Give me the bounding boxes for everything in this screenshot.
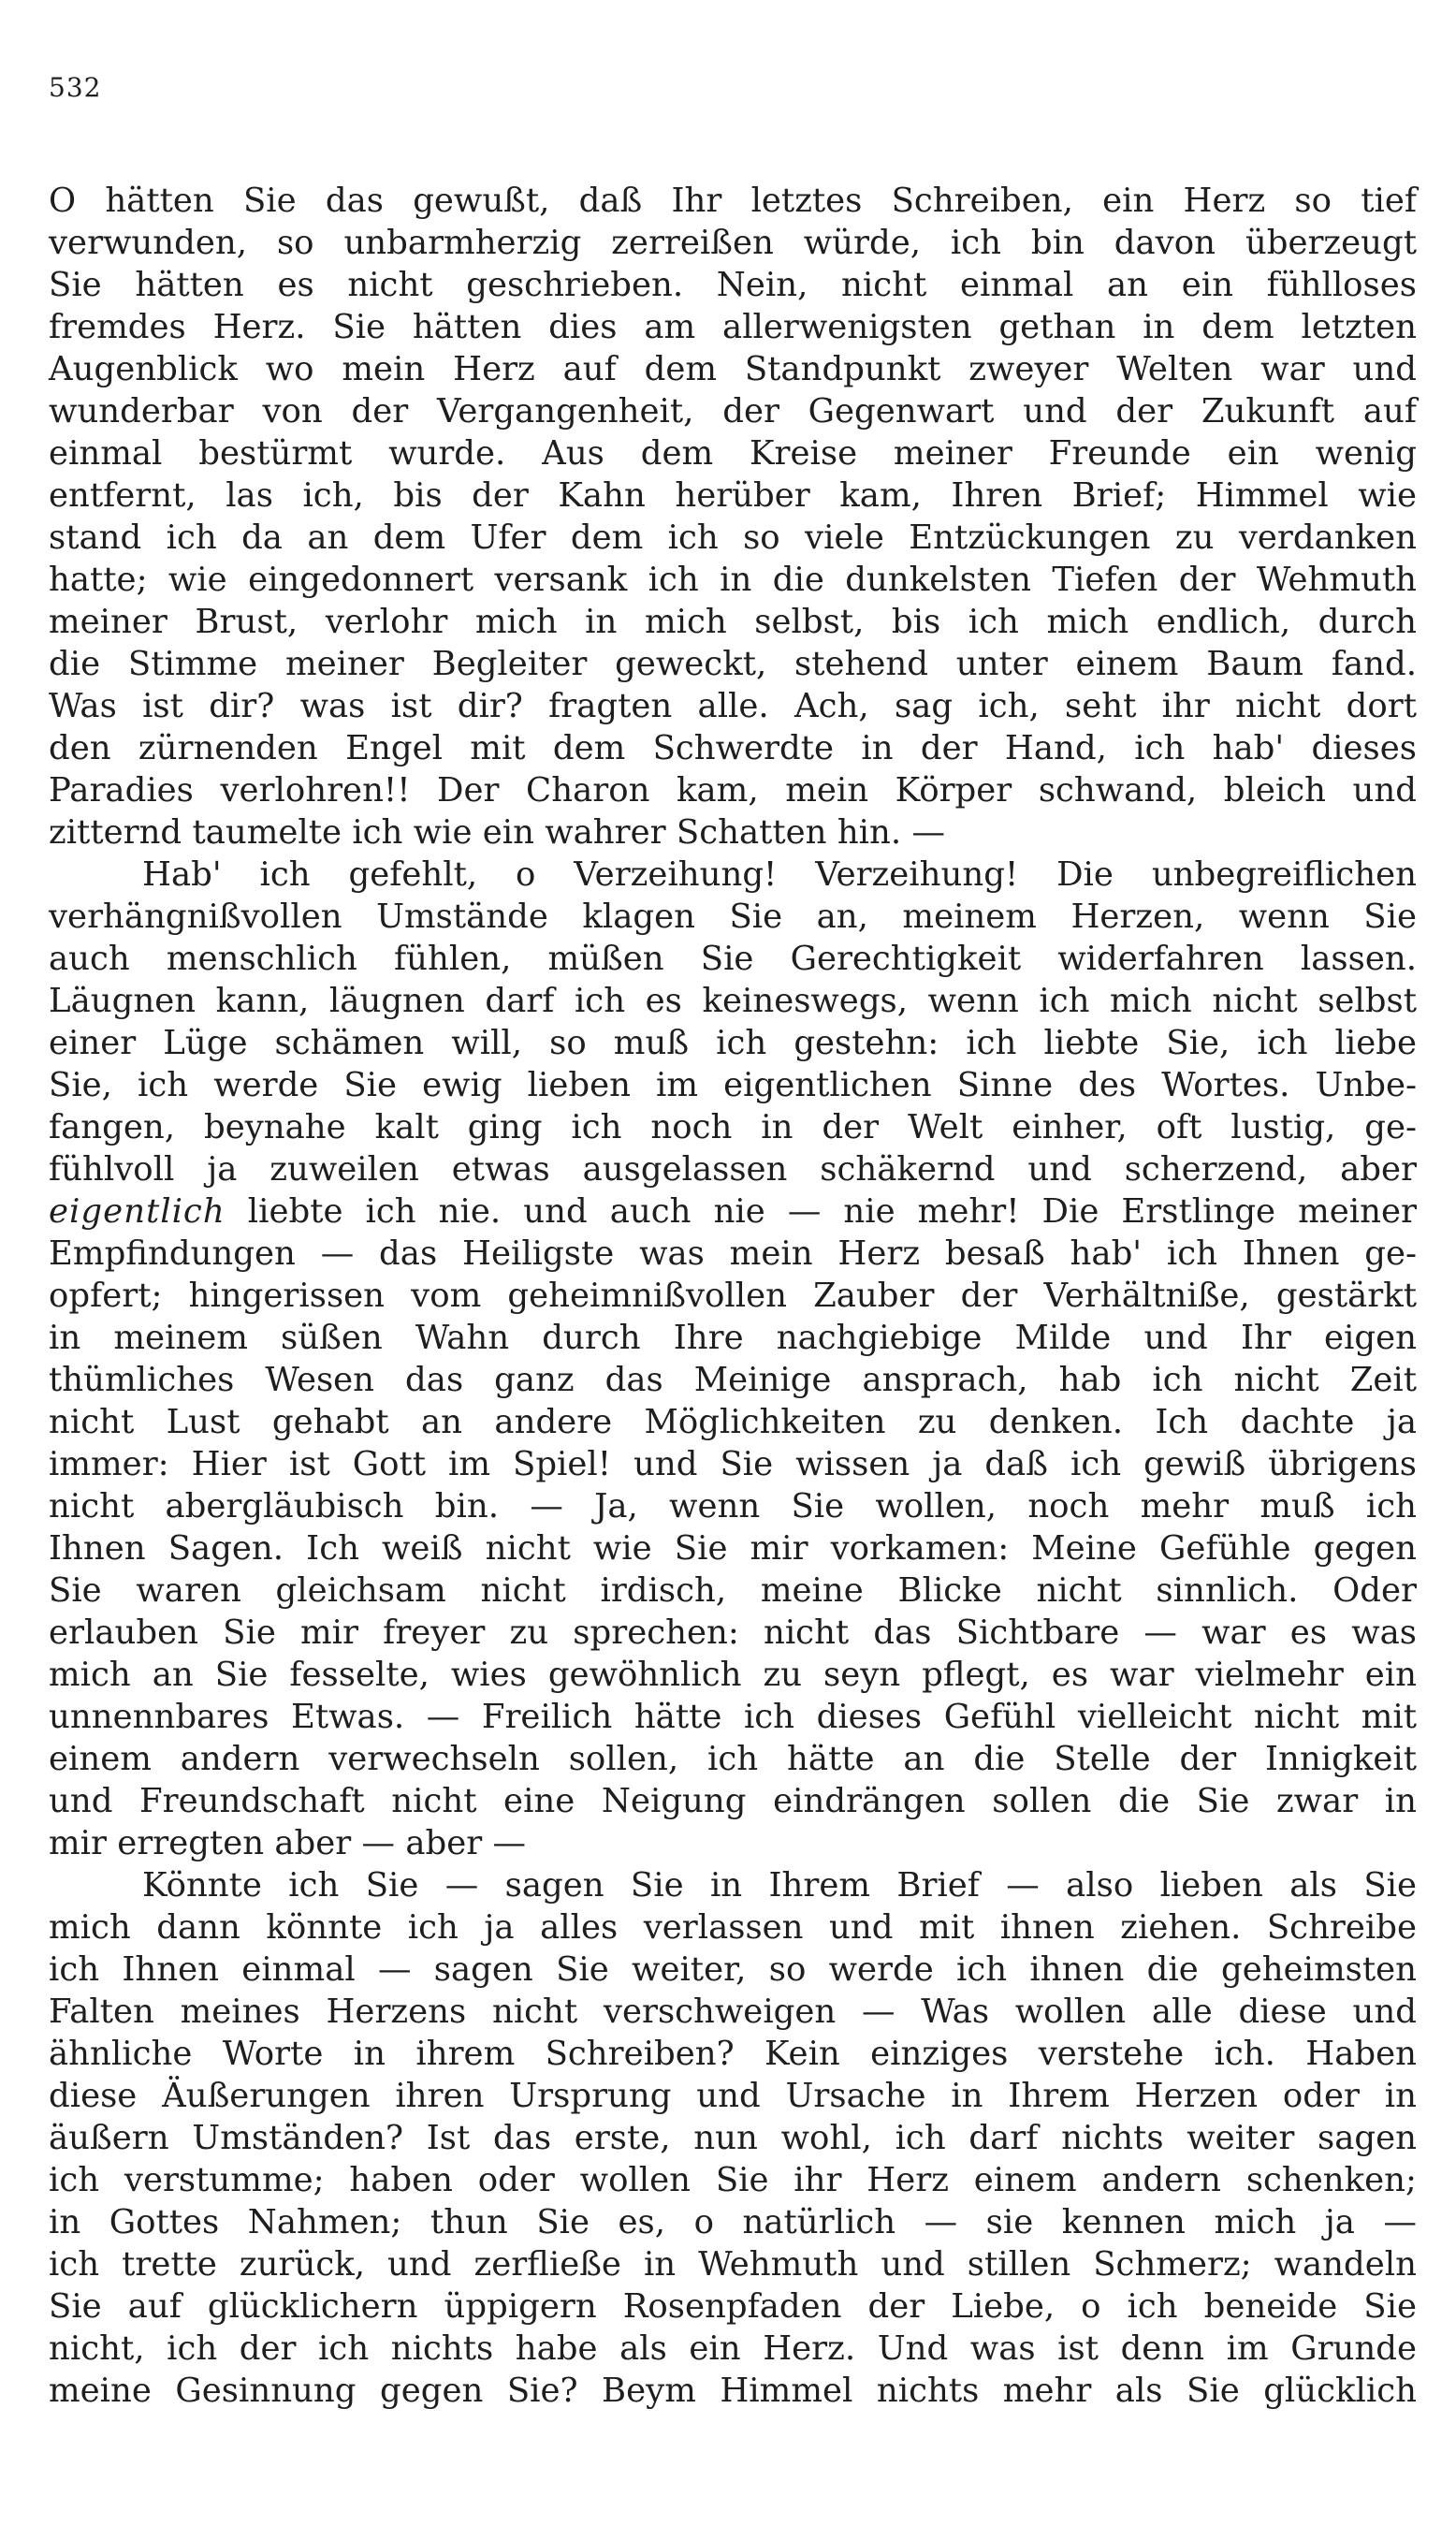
text-line: die Stimme meiner Begleiter geweckt, stehend unter einem Baum fand. <box>49 645 1417 683</box>
text-line: O hätten Sie das gewußt, daß Ihr letztes Schreiben, ein Herz so tief <box>49 182 1417 220</box>
text-line: nicht Lust gehabt an andere Möglichkeiten zu denken. Ich dachte ja <box>49 1403 1417 1441</box>
page-number: 532 <box>49 72 102 103</box>
text-line: mich dann könnte ich ja alles verlassen und mit ihnen ziehen. Schreibe <box>49 1908 1417 1947</box>
text-line: in Gottes Nahmen; thun Sie es, o natürlich — sie kennen mich ja — <box>49 2203 1417 2241</box>
text-line: fühlvoll ja zuweilen etwas ausgelassen schäkernd und scherzend, aber <box>49 1150 1417 1189</box>
text-line: Empfindungen — das Heiligste was mein Herz besaß hab' ich Ihnen ge- <box>49 1234 1417 1273</box>
text-line: fangen, beynahe kalt ging ich noch in der Welt einher, oft lustig, ge- <box>49 1108 1417 1146</box>
text-line: verhängnißvollen Umstände klagen Sie an, meinem Herzen, wenn Sie <box>49 898 1417 936</box>
text-line: mir erregten aber — aber — <box>49 1824 526 1862</box>
line-text: liebte ich nie. und auch nie — nie mehr! Die Erstlinge meiner <box>247 1192 1417 1231</box>
text-line: nicht, ich der ich nichts habe als ein Herz. Und was ist denn im Grunde <box>49 2329 1417 2368</box>
text-line: Paradies verlohren!! Der Charon kam, mein Körper schwand, bleich und <box>49 771 1417 810</box>
text-line: Könnte ich Sie — sagen Sie in Ihrem Brief — also lieben als Sie <box>142 1866 1417 1905</box>
text-line: nicht abergläubisch bin. — Ja, wenn Sie wollen, noch mehr muß ich <box>49 1487 1417 1525</box>
text-line: meine Gesinnung gegen Sie? Beym Himmel nichts mehr als Sie glücklich <box>49 2372 1417 2410</box>
text-line: auch menschlich fühlen, müßen Sie Gerechtigkeit widerfahren lassen. <box>49 940 1417 978</box>
text-line: ich trette zurück, und zerfließe in Wehmuth und stillen Schmerz; wandeln <box>49 2245 1417 2284</box>
text-line: Sie hätten es nicht geschrieben. Nein, nicht einmal an ein fühlloses <box>49 266 1417 304</box>
text-line: einmal bestürmt wurde. Aus dem Kreise meiner Freunde ein wenig <box>49 434 1417 473</box>
text-line: verwunden, so unbarmherzig zerreißen würde, ich bin davon überzeugt <box>49 224 1417 262</box>
text-line: hatte; wie eingedonnert versank ich in die dunkelsten Tiefen der Wehmuth <box>49 561 1417 599</box>
text-line: Augenblick wo mein Herz auf dem Standpunkt zweyer Welten war und <box>49 350 1417 388</box>
text-line: meiner Brust, verlohr mich in mich selbst, bis ich mich endlich, durch <box>49 603 1417 641</box>
text-line: diese Äußerungen ihren Ursprung und Ursache in Ihrem Herzen oder in <box>49 2077 1417 2115</box>
text-line: entfernt, las ich, bis der Kahn herüber kam, Ihren Brief; Himmel wie <box>49 476 1417 515</box>
text-line: Sie auf glücklichern üppigern Rosenpfaden der Liebe, o ich beneide Sie <box>49 2287 1417 2326</box>
text-line: mich an Sie fesselte, wies gewöhnlich zu seyn pflegt, es war vielmehr ein <box>49 1656 1417 1694</box>
text-line: Hab' ich gefehlt, o Verzeihung! Verzeihung! Die unbegreiflichen <box>142 855 1417 894</box>
text-line: Was ist dir? was ist dir? fragten alle. Ach, sag ich, seht ihr nicht dort <box>49 687 1417 725</box>
text-line: erlauben Sie mir freyer zu sprechen: nicht das Sichtbare — war es was <box>49 1613 1417 1652</box>
text-line: fremdes Herz. Sie hätten dies am allerwenigsten gethan in dem letzten <box>49 308 1417 346</box>
text-line: in meinem süßen Wahn durch Ihre nachgiebige Milde und Ihr eigen <box>49 1319 1417 1357</box>
letter-body <box>49 180 1417 2412</box>
text-line: thümliches Wesen das ganz das Meinige ansprach, hab ich nicht Zeit <box>49 1361 1417 1399</box>
text-line: immer: Hier ist Gott im Spiel! und Sie wissen ja daß ich gewiß übrigens <box>49 1445 1417 1483</box>
text-line: Falten meines Herzens nicht verschweigen — Was wollen alle diese und <box>49 1993 1417 2031</box>
text-line: stand ich da an dem Ufer dem ich so viele Entzückungen zu verdanken <box>49 518 1417 557</box>
text-line: und Freundschaft nicht eine Neigung eindrängen sollen die Sie zwar in <box>49 1782 1417 1820</box>
text-line <box>49 1190 1417 1233</box>
text-line: den zürnenden Engel mit dem Schwerdte in der Hand, ich hab' dieses <box>49 729 1417 767</box>
text-line: unnennbares Etwas. — Freilich hätte ich dieses Gefühl vielleicht nicht mit <box>49 1698 1417 1736</box>
text-line: Ihnen Sagen. Ich weiß nicht wie Sie mir vorkamen: Meine Gefühle gegen <box>49 1529 1417 1568</box>
text-line: äußern Umständen? Ist das erste, nun wohl, ich darf nichts weiter sagen <box>49 2119 1417 2157</box>
text-line: einem andern verwechseln sollen, ich hätte an die Stelle der Innigkeit <box>49 1740 1417 1778</box>
text-line: ich verstumme; haben oder wollen Sie ihr Herz einem andern schenken; <box>49 2161 1417 2199</box>
text-line: Läugnen kann, läugnen darf ich es keineswegs, wenn ich mich nicht selbst <box>49 982 1417 1020</box>
text-line: Sie waren gleichsam nicht irdisch, meine Blicke nicht sinnlich. Oder <box>49 1571 1417 1610</box>
text-line: wunderbar von der Vergangenheit, der Gegenwart und der Zukunft auf <box>49 392 1417 431</box>
text-line: opfert; hingerissen vom geheimnißvollen Zauber der Verhältniße, gestärkt <box>49 1277 1417 1315</box>
text-line: einer Lüge schämen will, so muß ich gestehn: ich liebte Sie, ich liebe <box>49 1024 1417 1062</box>
text-line: Sie, ich werde Sie ewig lieben im eigentlichen Sinne des Wortes. Unbe- <box>49 1066 1417 1104</box>
text-line: ich Ihnen einmal — sagen Sie weiter, so werde ich ihnen die geheimsten <box>49 1950 1417 1989</box>
emphasized-word: eigentlich <box>49 1192 226 1231</box>
text-line: zitternd taumelte ich wie ein wahrer Schatten hin. — <box>49 813 945 852</box>
text-line: ähnliche Worte in ihrem Schreiben? Kein einziges verstehe ich. Haben <box>49 2035 1417 2073</box>
